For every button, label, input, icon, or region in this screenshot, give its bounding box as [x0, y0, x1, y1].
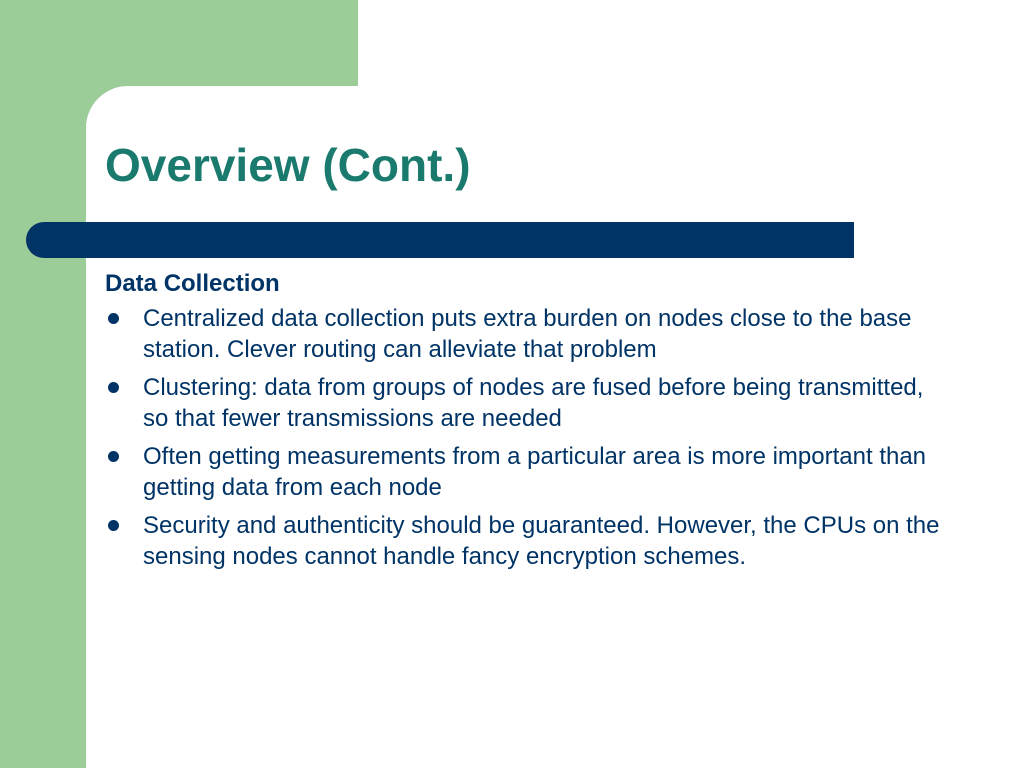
bullet-item: [105, 372, 945, 434]
bullet-icon: [108, 451, 119, 462]
bullet-list: [105, 303, 945, 572]
bullet-text: Often getting measurements from a particular area is more important than getting data from each node: [143, 443, 927, 501]
title-underline-bar: [26, 222, 854, 258]
slide-body: [105, 268, 945, 579]
bullet-text: Security and authenticity should be guaranteed. However, the CPUs on the sensing nodes cannot handle fancy encryption schemes.: [143, 512, 940, 570]
bullet-item: [105, 441, 945, 503]
bullet-item: [105, 510, 945, 572]
bullet-icon: [108, 520, 119, 531]
section-heading: Data Collection: [105, 270, 280, 297]
bullet-text: Clustering: data from groups of nodes are fused before being transmitted, so that fewer transmissions are needed: [143, 374, 924, 432]
bullet-text: Centralized data collection puts extra burden on nodes close to the base station. Clever routing can alleviate that problem: [143, 305, 912, 363]
bullet-icon: [108, 382, 119, 393]
slide-title: Overview (Cont.): [105, 139, 471, 191]
bullet-item: [105, 303, 945, 365]
bullet-icon: [108, 313, 119, 324]
